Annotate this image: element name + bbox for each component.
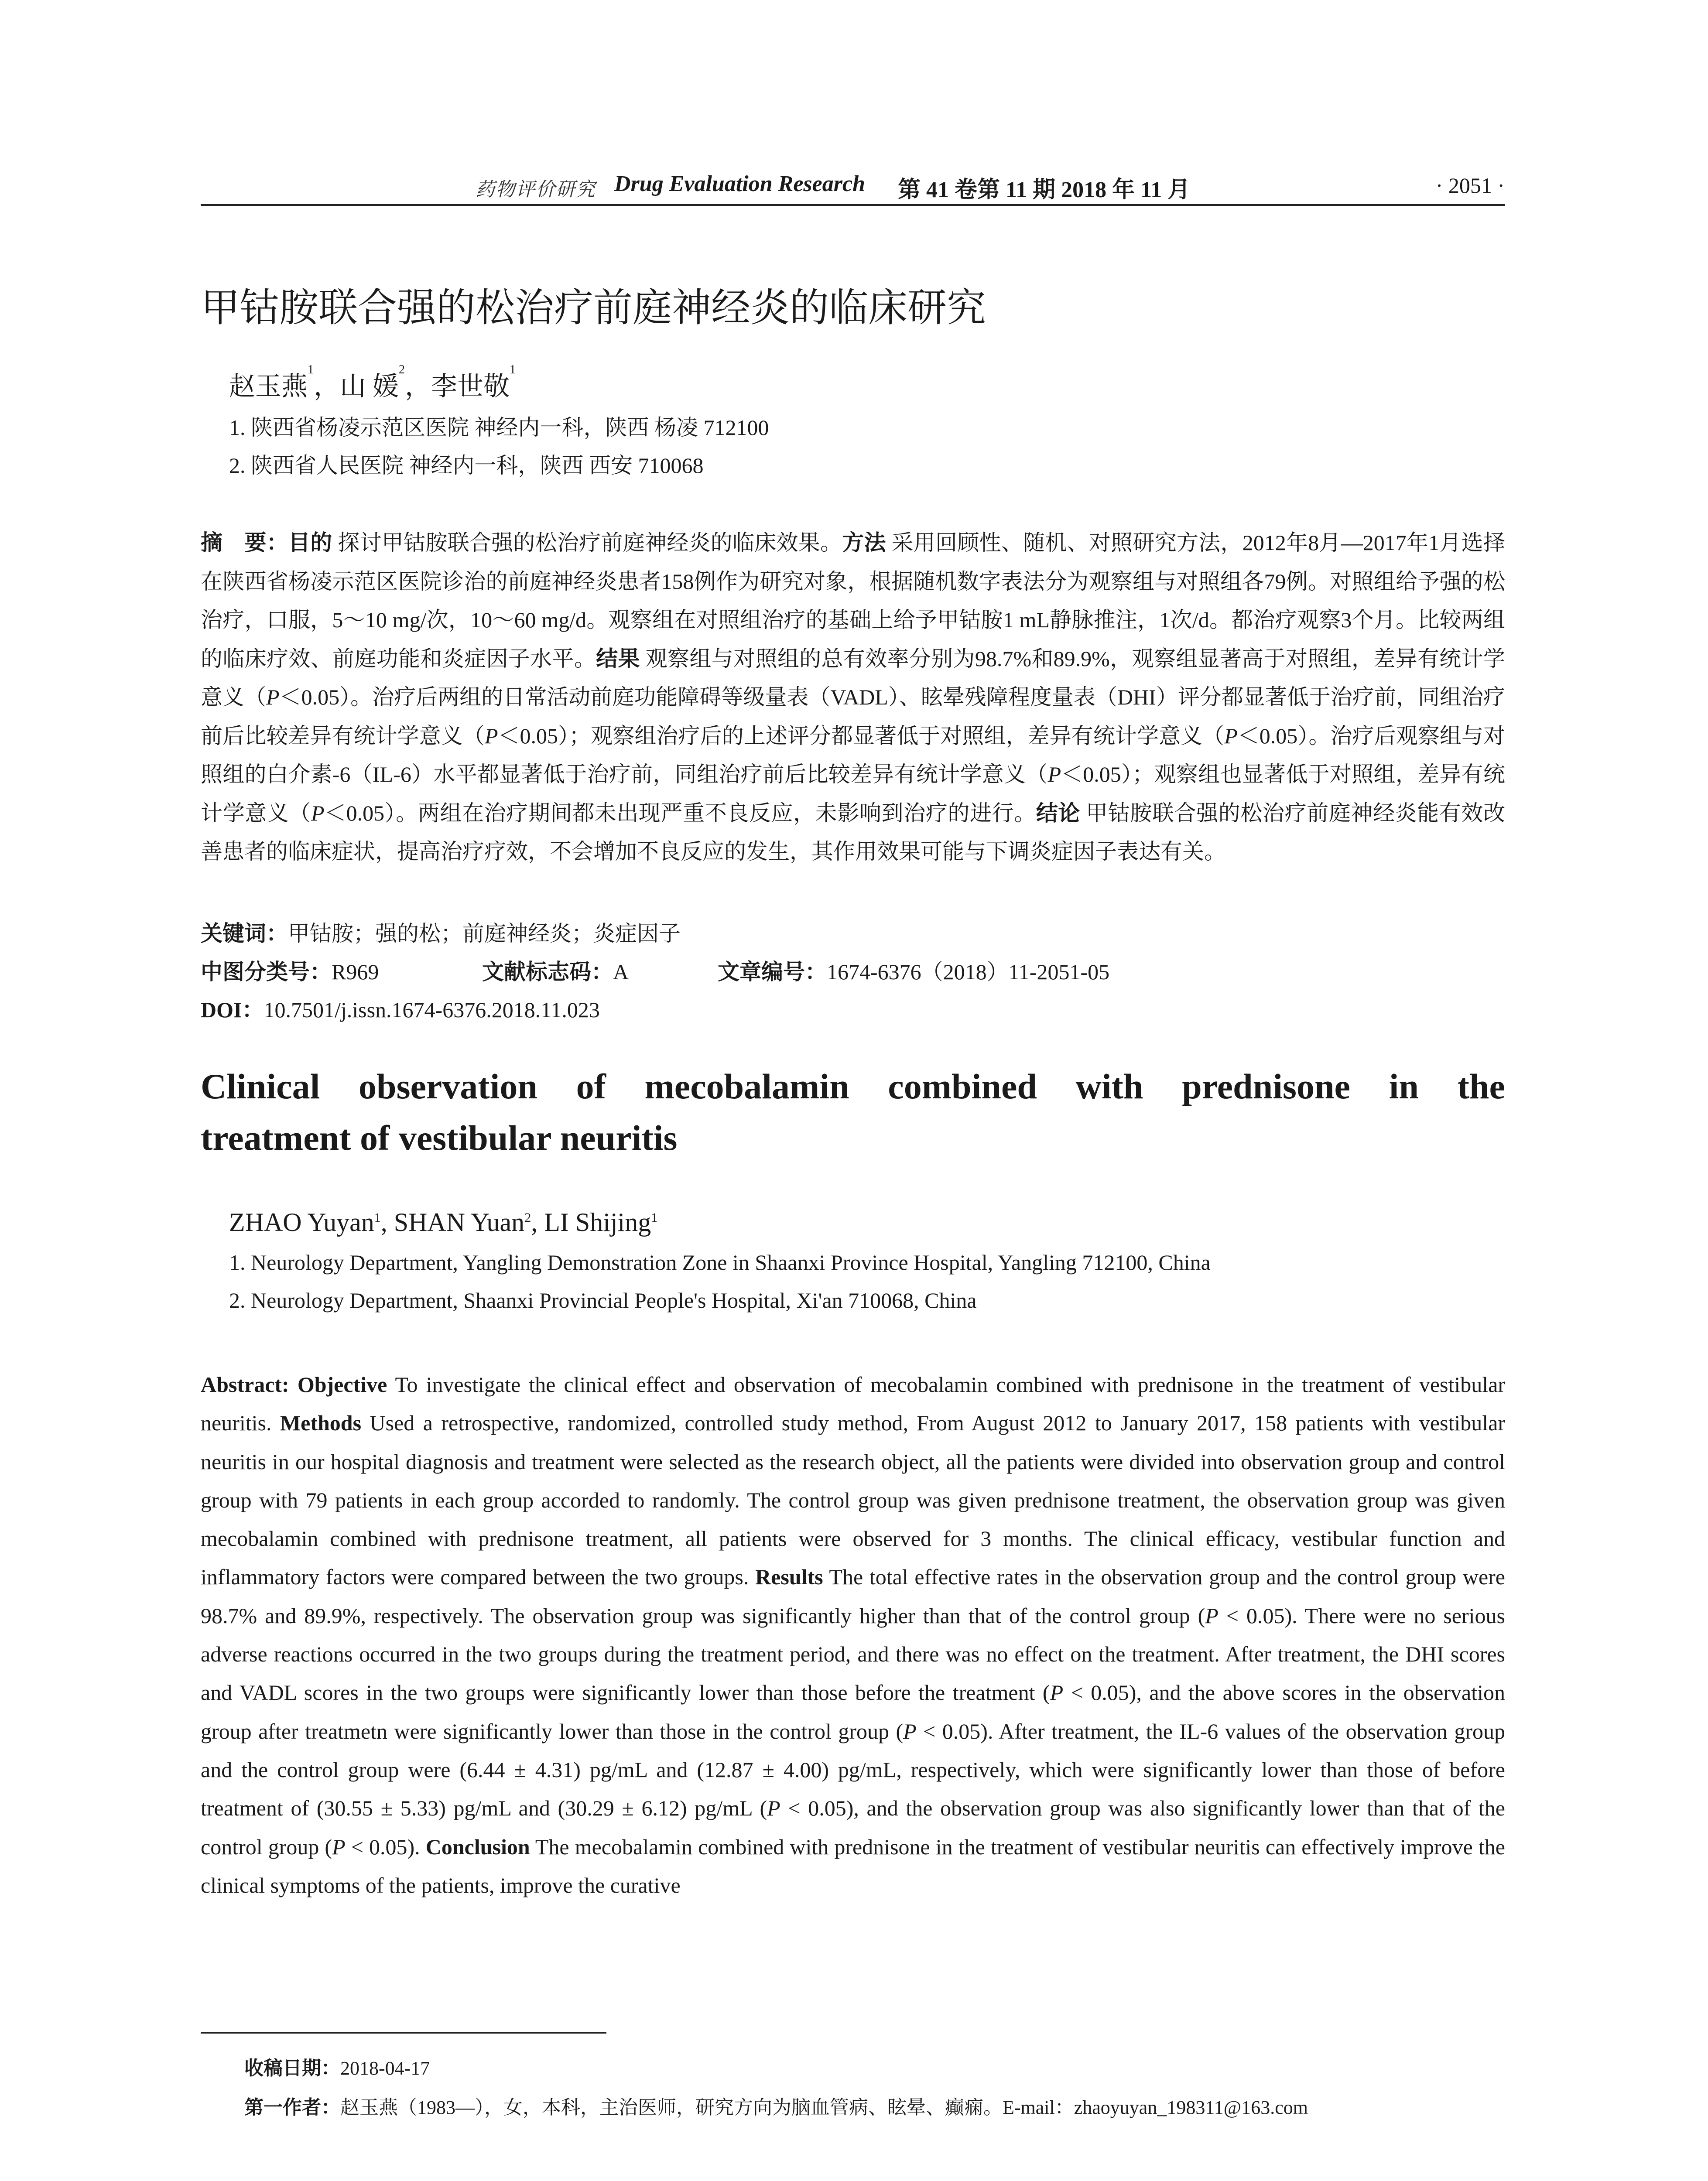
author-affiliation-mark: 2 [524,1210,531,1225]
author-affiliation-mark: 1 [651,1210,658,1225]
methods-label: Methods [280,1411,362,1436]
objective-label: 目的 [288,530,332,555]
results-text: ＜0.05）；观察组治疗后的上述评分都显著低于对照组，差异有统计学意义（ [498,723,1225,748]
abstract-cn [201,523,1505,871]
methods-text: Used a retrospective, randomized, controlled study method, From August 2012 to January 2017, 158 patients with vestibular neuritis in our hospital diagnosis and treatment were selected as the research object, all the patients were divided into observation group and control group with 79 patients in each group accorded to randomly. The control group was given prednisone treatment, the observation group was given mecobalamin combined with prednisone treatment, all patients were observed for 3 months. The clinical efficacy, vestibular function and inflammatory factors were compared between the two groups. [201,1411,1506,1590]
author-name: 赵玉燕 [229,372,308,401]
p-symbol: P [484,723,498,748]
affiliation-cn: 1. 陕西省杨凌示范区医院 神经内一科，陕西 杨凌 712100 [229,415,769,440]
first-author-label: 第一作者： [244,2096,340,2119]
results-text: ＜0.05）。治疗后观察组与对照组的白介素-6（IL-6）水平都显著低于治疗前，同组治疗前后比较差异有统计学意义（ [201,723,1506,786]
header-divider [201,204,1505,206]
doi-line [201,992,600,1024]
objective-text: To investigate the clinical effect and observation of mecobalamin combined with prednisone in the treatment of vestibular neuritis. [201,1372,1506,1436]
p-symbol: P [266,685,280,709]
results-text: ＜0.05）。治疗后两组的日常活动前庭功能障碍等级量表（VADL）、眩晕残障程度量表（DHI）评分都显著低于治疗前，同组治疗前后比较差异有统计学意义（ [201,685,1506,748]
author-name: LI Shijing [544,1208,651,1237]
author-name: ZHAO Yuyan [229,1208,374,1237]
author-affiliation-mark: 1 [308,363,314,376]
author-list-en: ZHAO Yuyan$^1$, SHAN Yuan$^2$, LI Shijing$^1$ [229,1208,658,1237]
received-label: 收稿日期： [244,2057,340,2079]
p-symbol: P [1050,1680,1064,1705]
author-affiliation-mark: 1 [510,363,516,376]
title-word: the [1457,1067,1505,1106]
p-symbol: P [1224,723,1238,748]
author-affiliation-mark: 1 [374,1210,381,1225]
title-en-line-2: treatment of vestibular neuritis [201,1118,678,1158]
article-title-en [201,1061,1505,1164]
doc-code-value: A [613,960,629,984]
results-label: 结果 [596,646,640,671]
article-title-cn: 甲钴胺联合强的松治疗前庭神经炎的临床研究 [201,285,986,331]
abstract-en [201,1365,1505,1904]
clc-label: 中图分类号： [201,959,332,985]
results-text: ＜0.05）；观察组也显著低于对照组，差异有统计学意义（ [201,762,1505,825]
abstract-label: Abstract: [201,1372,289,1397]
results-text: < 0.05). There were no serious adverse reactions occurred in the two groups during the treatment period, and there was no effect on the treatment. After treatment, the DHI scores and VADL scores in the two groups were significantly lower than those before the treatment ( [201,1603,1505,1705]
p-symbol: P [767,1796,780,1821]
affiliation-en: 2. Neurology Department, Shaanxi Provincial People's Hospital, Xi'an 710068, China [229,1288,977,1313]
objective-text: 探讨甲钴胺联合强的松治疗前庭神经炎的临床效果。 [338,530,842,555]
title-word: Clinical [201,1067,320,1106]
methods-text: 采用回顾性、随机、对照研究方法，2012年8月—2017年1月选择在陕西省杨凌示范区医院诊治的前庭神经炎患者158例作为研究对象，根据随机数字表法分为观察组与对照组各79例。对照组给予强的松治疗，口服，5～10 mg/次，10～60 mg/d。观察组在对照组治疗的基础上给予甲钴胺1 mL静脉推注，1次/d。都治疗观察3个月。比较两组的临床疗效、前庭功能和炎症因子水平。 [201,530,1506,671]
first-author-text: 赵玉燕（1983—），女，本科，主治医师，研究方向为脑血管病、眩晕、癫痫。E-mail：zhaoyuyan_198311@163.com [340,2097,1308,2118]
conclusion-text: 甲钴胺联合强的松治疗前庭神经炎能有效改善患者的临床症状，提高治疗疗效，不会增加不良反应的发生，其作用效果可能与下调炎症因子表达有关。 [201,800,1506,864]
author-name: SHAN Yuan [394,1208,525,1237]
title-word: prednisone [1182,1067,1350,1106]
results-text: < 0.05). After treatment, the IL-6 values of the observation group and the control group were (6.44 ± 4.31) pg/mL and (12.87 ± 4.00) pg/mL, respectively, which were significantly lower than those of before treatment of (30.55 ± 5.33) pg/mL and (30.29 ± 6.12) pg/mL ( [201,1719,1505,1821]
affiliation-en: 1. Neurology Department, Yangling Demonstration Zone in Shaanxi Province Hospital, Yangling 712100, China [229,1250,1211,1275]
article-number-label: 文章编号： [718,959,827,985]
received-value: 2018-04-17 [340,2058,430,2079]
doi-label: DOI： [201,998,264,1022]
results-text: 观察组与对照组的总有效率分别为98.7%和89.9%，观察组显著高于对照组，差异有统计学意义（ [201,646,1505,709]
page-number: · 2051 · [1435,173,1505,198]
conclusion-label: Conclusion [425,1834,530,1859]
p-symbol: P [1047,762,1061,786]
conclusion-label: 结论 [1036,800,1081,826]
p-symbol: P [311,800,325,825]
p-symbol: P [1205,1603,1219,1628]
results-text: < 0.05), and the above scores in the observation group after treatmetn were significantly lower than those in the control group ( [201,1680,1506,1743]
author-name: 李世敬 [431,372,510,401]
first-author-footnote [244,2092,1308,2119]
article-number-value: 1674-6376（2018）11-2051-05 [827,960,1110,984]
received-date-footnote [244,2052,430,2080]
results-text: The total effective rates in the observation group and the control group were 98.7% and 89.9%, respectively. The observation group was significantly higher than that of the control group ( [201,1565,1505,1628]
title-word: mecobalamin [644,1067,849,1106]
journal-name: Drug Evaluation Research [614,171,865,196]
results-label: Results [755,1565,823,1590]
author-name: 山 媛 [340,372,399,401]
title-word: with [1075,1067,1143,1106]
journal-logo: 药物评价研究 [476,179,596,200]
doc-code-label: 文献标志码： [482,959,613,985]
methods-label: 方法 [842,530,886,555]
keywords-label: 关键词： [201,921,288,946]
results-text: ＜0.05）。两组在治疗期间都未出现严重不良反应，未影响到治疗的进行。 [324,800,1036,825]
clc-value: R969 [332,960,379,984]
p-symbol: P [332,1834,346,1859]
affiliation-cn: 2. 陕西省人民医院 神经内一科，陕西 西安 710068 [229,453,704,478]
author-affiliation-mark: 2 [399,363,405,376]
title-en-line-1 [201,1061,1505,1112]
p-symbol: P [903,1719,917,1743]
title-word: combined [888,1067,1037,1106]
footnote-divider [201,2032,606,2034]
objective-label: Objective [297,1372,387,1397]
abstract-label: 摘 要： [201,530,289,555]
title-word: of [576,1067,606,1106]
keywords-cn [201,916,681,947]
keywords-text: 甲钴胺；强的松；前庭神经炎；炎症因子 [288,921,681,946]
journal-issue: 第 41 卷第 11 期 2018 年 11 月 [898,178,1191,202]
title-word: observation [358,1067,537,1106]
conclusion-text: The mecobalamin combined with prednisone in the treatment of vestibular neuritis can effectively improve the clinical symptoms of the patients, improve the curative [201,1834,1505,1897]
results-text: < 0.05), and the observation group was also significantly lower than that of the control group ( [201,1796,1505,1859]
title-word: in [1389,1067,1419,1106]
doi-value: 10.7501/j.issn.1674-6376.2018.11.023 [264,998,600,1022]
author-list-cn: 赵玉燕$^1$，山 媛$^2$，李世敬$^1$ [229,363,516,401]
results-text: < 0.05). [345,1834,420,1859]
